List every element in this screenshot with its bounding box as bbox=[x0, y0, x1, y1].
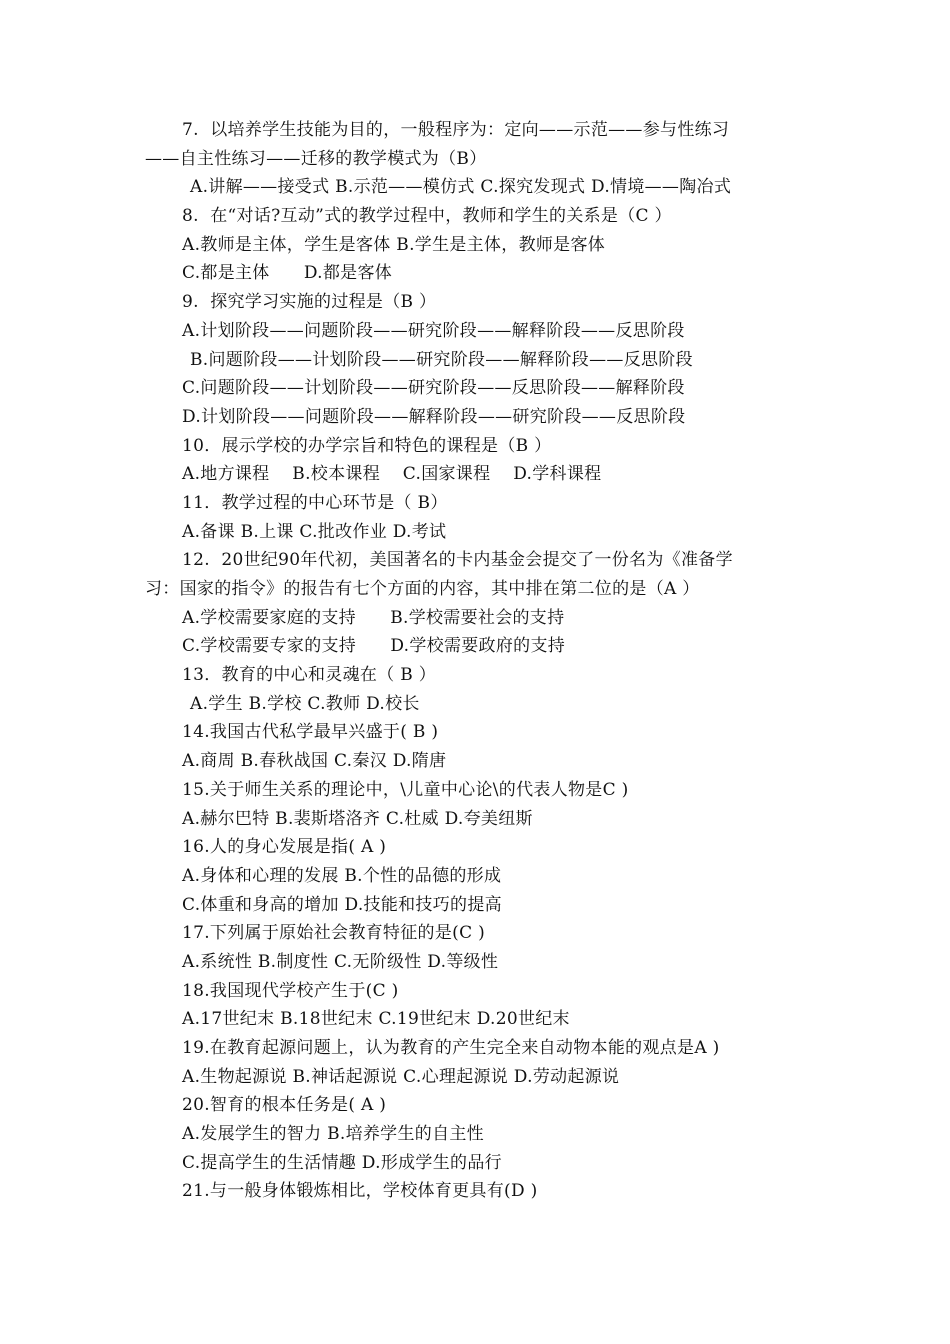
text-line: C.学校需要专家的支持 D.学校需要政府的支持 bbox=[182, 636, 566, 657]
text-line: A.教师是主体，学生是客体 B.学生是主体，教师是客体 bbox=[182, 234, 606, 255]
text-line: A.备课 B.上课 C.批改作业 D.考试 bbox=[182, 521, 447, 542]
text-line: 8. 在“对话?互动”式的教学过程中，教师和学生的关系是（C ） bbox=[182, 206, 672, 227]
text-line: 15.关于师生关系的理论中，\儿童中心论\的代表人物是C ) bbox=[182, 779, 629, 800]
text-line: A.讲解——接受式 B.示范——模仿式 C.探究发现式 D.情境——陶冶式 bbox=[190, 177, 732, 198]
text-line: A.学生 B.学校 C.教师 D.校长 bbox=[190, 693, 420, 714]
text-line: B.问题阶段——计划阶段——研究阶段——解释阶段——反思阶段 bbox=[190, 349, 693, 370]
text-line: C.问题阶段——计划阶段——研究阶段——反思阶段——解释阶段 bbox=[182, 378, 685, 399]
text-line: A.生物起源说 B.神话起源说 C.心理起源说 D.劳动起源说 bbox=[182, 1066, 620, 1087]
text-line: A.计划阶段——问题阶段——研究阶段——解释阶段——反思阶段 bbox=[182, 320, 685, 341]
text-line: 11．教学过程的中心环节是（ B） bbox=[182, 492, 448, 513]
text-line: 17.下列属于原始社会教育特征的是(C ) bbox=[182, 923, 486, 944]
text-line: A.身体和心理的发展 B.个性的品德的形成 bbox=[182, 865, 502, 886]
text-line: 20.智育的根本任务是( A ) bbox=[182, 1095, 387, 1116]
text-line: A.系统性 B.制度性 C.无阶级性 D.等级性 bbox=[182, 951, 499, 972]
text-line: 16.人的身心发展是指( A ) bbox=[182, 837, 387, 858]
document-body bbox=[0, 116, 950, 1206]
text-line: A.商周 B.春秋战国 C.秦汉 D.隋唐 bbox=[182, 751, 447, 772]
text-line: C.提高学生的生活情趣 D.形成学生的品行 bbox=[182, 1152, 502, 1173]
text-line: 9. 探究学习实施的过程是（B ） bbox=[182, 292, 437, 313]
text-line: C.体重和身高的增加 D.技能和技巧的提高 bbox=[182, 894, 502, 915]
text-line: 19.在教育起源问题上，认为教育的产生完全来自动物本能的观点是A ) bbox=[182, 1038, 720, 1058]
text-line: 21.与一般身体锻炼相比，学校体育更具有(D ) bbox=[182, 1181, 538, 1202]
text-line: A.赫尔巴特 B.裴斯塔洛齐 C.杜威 D.夸美纽斯 bbox=[182, 808, 533, 829]
text-line: 12. 20世纪90年代初，美国著名的卡内基金会提交了一份名为《准备学 bbox=[182, 550, 733, 571]
text-line: A.地方课程 B.校本课程 C.国家课程 D.学科课程 bbox=[182, 464, 602, 485]
text-line: A.17世纪末 B.18世纪末 C.19世纪末 D.20世纪末 bbox=[182, 1009, 570, 1030]
text-line: 18.我国现代学校产生于(C ) bbox=[182, 980, 399, 1001]
text-line: 7. 以培养学生技能为目的，一般程序为：定向——示范——参与性练习 bbox=[182, 120, 730, 140]
text-line: A.学校需要家庭的支持 B.学校需要社会的支持 bbox=[182, 607, 565, 628]
text-line: A.发展学生的智力 B.培养学生的自主性 bbox=[182, 1124, 484, 1145]
text-line: 习：国家的指令》的报告有七个方面的内容，其中排在第二位的是（A ） bbox=[145, 579, 700, 599]
text-line: 13．教育的中心和灵魂在（ B ） bbox=[182, 665, 437, 686]
text-line: 14.我国古代私学最早兴盛于( B ) bbox=[182, 722, 439, 743]
text-line: 10．展示学校的办学宗旨和特色的课程是（B ） bbox=[182, 435, 552, 456]
text-line: ——自主性练习——迁移的教学模式为（B） bbox=[145, 148, 487, 169]
text-line: C.都是主体 D.都是客体 bbox=[182, 263, 393, 284]
text-line: D.计划阶段——问题阶段——解释阶段——研究阶段——反思阶段 bbox=[182, 406, 686, 427]
